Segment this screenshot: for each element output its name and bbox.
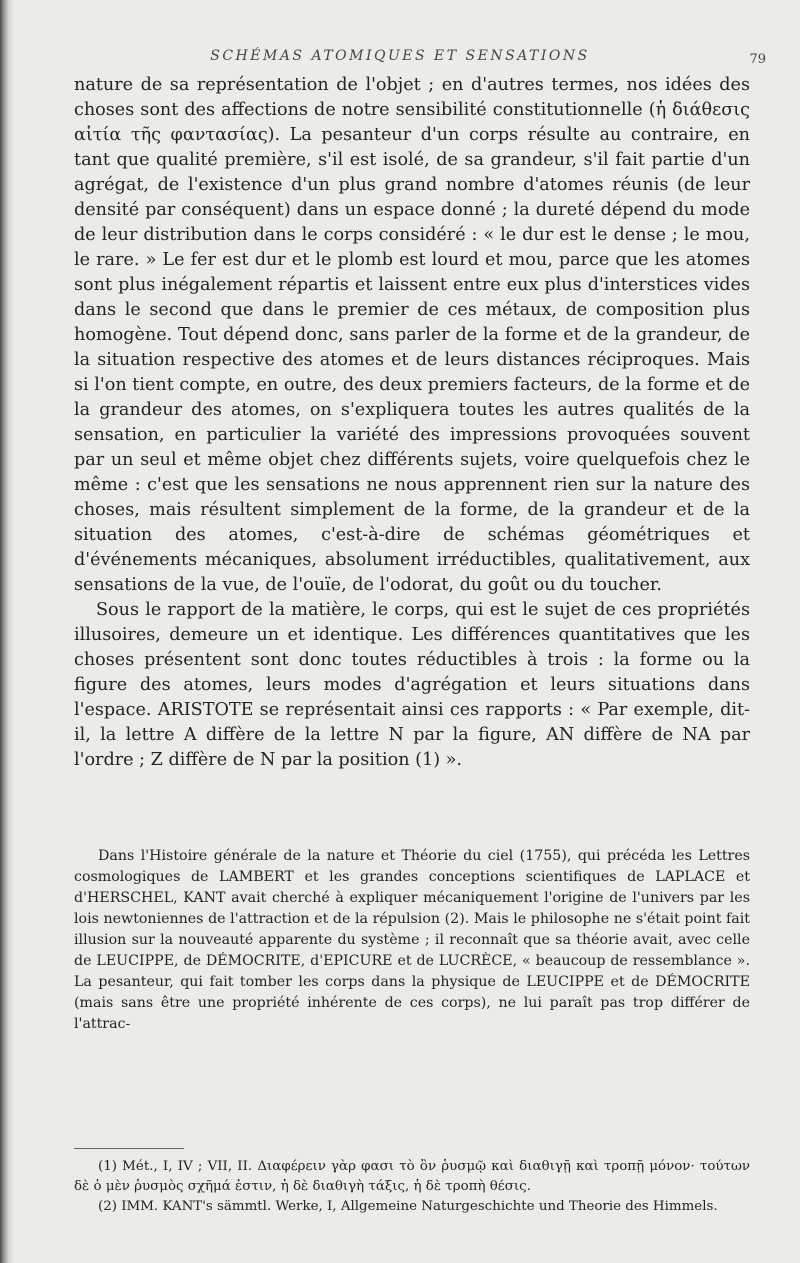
small-print-text: Dans l'Histoire générale de la nature et Théorie du ciel (1755), qui précéda les Lettres cosmologiques de LAMBERT et les grandes conceptions scientifiques de LAPLACE et d'HERSCHEL, KANT avait cherché à expliquer mécaniquement l'origine de l'univers par les lois newtoniennes de l'attraction et de la répulsion (2). Mais le philosophe ne s'était point fait illusion sur la nouveauté apparente du système ; il reconnaît que sa théorie avait, avec celle de LEUCIPPE, de DÉMOCRITE, d'EPICURE et de LUCRÈCE, « beaucoup de ressemblance ». La pesanteur, qui fait tomber les corps dans la physique de LEUCIPPE et de DÉMOCRITE (mais sans être une propriété inhérente de ces corps), ne lui paraît pas trop différer de l'attrac- [74,848,750,1032]
main-text [74,73,750,773]
small-print-paragraph [74,846,750,1035]
footnote-1: (1) Mét., I, IV ; VII, II. Διαφέρειν γὰρ φασι τὸ ὂν ῥυσμῷ καὶ διαθιγῇ καὶ τροπῇ μόνον· τούτων δὲ ὁ μὲν ῥυσμὸς σχῆμά ἐστιν, ἡ δὲ διαθιγὴ τάξις, ἡ δὲ τροπὴ θέσις. [74,1159,750,1194]
footnotes [74,1157,750,1217]
footnote-separator [74,1148,184,1149]
running-title: SCHÉMAS ATOMIQUES ET SENSATIONS [210,48,590,64]
book-binding-shadow [0,0,14,1263]
paragraph-2: Sous le rapport de la matière, le corps, qui est le sujet de ces propriétés illusoires, demeure un et identique. Les différences quantitatives que les choses présentent sont donc toutes réductibles à trois : la forme ou la figure des atomes, leurs modes d'agrégation et leurs situations dans l'espace. ARISTOTE se représentait ainsi ces rapports : « Par exemple, dit-il, la lettre A diffère de la lettre N par la figure, AN diffère de NA par l'ordre ; Z diffère de N par la position (1) ». [74,600,750,770]
footnote-2: (2) IMM. KANT's sämmtl. Werke, I, Allgemeine Naturgeschichte und Theorie des Himmels. [98,1199,718,1214]
page-number: 79 [749,52,766,67]
paragraph-1: nature de sa représentation de l'objet ; en d'autres termes, nos idées des choses sont des affections de notre sensibilité constitutionnelle (ἡ διάθεσις αἰτία τῆς φαντασίας). La pesanteur d'un corps résulte au contraire, en tant que qualité première, s'il est isolé, de sa grandeur, s'il fait partie d'un agrégat, de l'existence d'un plus grand nombre d'atomes réunis (de leur densité par conséquent) dans un espace donné ; la dureté dépend du mode de leur distribution dans le corps considéré : « le dur est le dense ; le mou, le rare. » Le fer est dur et le plomb est lourd et mou, parce que les atomes sont plus inégalement répartis et laissent entre eux plus d'interstices vides dans le second que dans le premier de ces métaux, de composition plus homogène. Tout dépend donc, sans parler de la forme et de la grandeur, de la situation respective des atomes et de leurs distances réciproques. Mais si l'on tient compte, en outre, des deux premiers facteurs, de la forme et de la grandeur des atomes, on s'expliquera toutes les autres qualités de la sensation, en particulier la variété des impressions provoquées souvent par un seul et même objet chez différents sujets, voire quelquefois chez le même : c'est que les sensations ne nous apprennent rien sur la nature des choses, mais résultent simplement de la forme, de la grandeur et de la situation des atomes, c'est-à-dire de schémas géométriques et d'événements mécaniques, absolument irréductibles, qualitativement, aux sensations de la vue, de l'ouïe, de l'odorat, du goût ou du toucher. [74,75,750,595]
